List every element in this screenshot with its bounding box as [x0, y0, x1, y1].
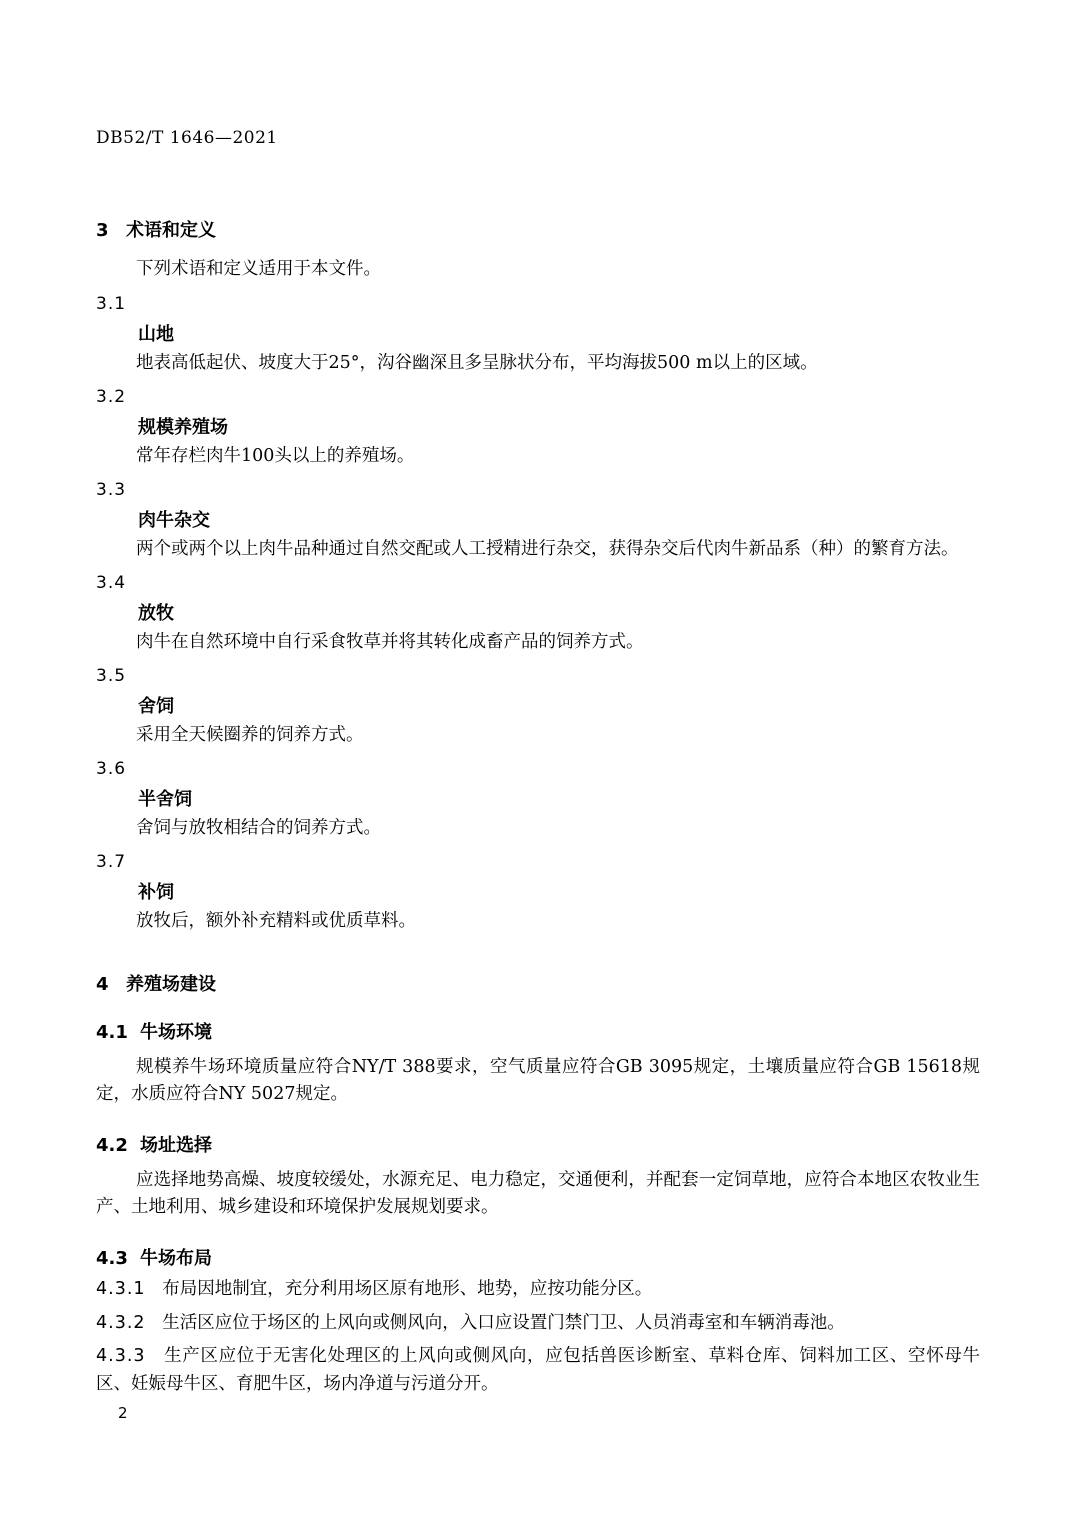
clause-4-3-1-text: 布局因地制宜，充分利用场区原有地形、地势，应按功能分区。	[162, 1279, 653, 1300]
clause-3-number: 3	[96, 220, 109, 241]
page-content	[96, 0, 980, 1399]
term-name-3-5: 舍饲	[138, 696, 174, 718]
term-name-3-2: 规模养殖场	[138, 416, 228, 438]
clause-4-3-2-number: 4.3.2	[96, 1312, 146, 1333]
page-header-standard-number: DB52/T 1646—2021	[96, 128, 278, 148]
clause-4-1-paragraph: 规模养牛场环境质量应符合NY/T 388要求，空气质量应符合GB 3095规定，土壤质量应符合GB 15618规定，水质应符合NY 5027规定。	[96, 1056, 980, 1105]
clause-4-1-title: 牛场环境	[140, 1021, 212, 1043]
clause-4-3-2-text: 生活区应位于场区的上风向或侧风向，入口应设置门禁门卫、人员消毒室和车辆消毒池。	[162, 1312, 845, 1333]
clause-4-title: 养殖场建设	[126, 973, 216, 995]
clause-3-intro: 下列术语和定义适用于本文件。	[136, 259, 381, 279]
term-name-3-3: 肉牛杂交	[138, 509, 210, 531]
clause-4-2-title: 场址选择	[140, 1134, 212, 1156]
term-number-3-7: 3.7	[96, 852, 127, 873]
term-definition-3-6: 舍饲与放牧相结合的饲养方式。	[136, 818, 381, 839]
term-name-3-6: 半舍饲	[138, 789, 192, 811]
term-number-3-4: 3.4	[96, 573, 127, 594]
clause-4-3-3-item	[96, 1343, 980, 1398]
term-name-3-1: 山地	[138, 323, 174, 345]
term-definition-3-3: 两个或两个以上肉牛品种通过自然交配或人工授精进行杂交，获得杂交后代肉牛新品系（种）的繁育方法。	[136, 538, 959, 559]
clause-4-3-3-number: 4.3.3	[96, 1346, 146, 1367]
term-definition-3-7: 放牧后，额外补充精料或优质草料。	[136, 911, 416, 932]
clause-4-1-heading	[96, 1018, 980, 1044]
clause-4-1-number: 4.1	[96, 1021, 128, 1043]
clause-4-heading	[96, 970, 980, 996]
term-number-3-5: 3.5	[96, 666, 127, 687]
clause-4-3-1-number: 4.3.1	[96, 1279, 146, 1300]
term-number-3-1: 3.1	[96, 293, 127, 314]
clause-4-2-number: 4.2	[96, 1134, 128, 1156]
term-number-3-3: 3.3	[96, 479, 127, 500]
clause-4-2-heading	[96, 1131, 980, 1157]
clause-3-title: 术语和定义	[126, 220, 216, 241]
clause-4-3-1-item	[96, 1276, 980, 1304]
term-number-3-2: 3.2	[96, 386, 127, 407]
term-definition-3-4: 肉牛在自然环境中自行采食牧草并将其转化成畜产品的饲养方式。	[136, 632, 644, 653]
clause-4-3-title: 牛场布局	[140, 1248, 212, 1270]
clause-4-number: 4	[96, 973, 109, 995]
page-number: 2	[118, 1404, 128, 1422]
clause-4-3-heading	[96, 1244, 980, 1270]
term-name-3-7: 补饲	[138, 882, 174, 904]
term-name-3-4: 放牧	[138, 603, 174, 625]
clause-4-3-3-text: 生产区应位于无害化处理区的上风向或侧风向，应包括兽医诊断室、草料仓库、饲料加工区、空怀母牛区、妊娠母牛区、育肥牛区，场内净道与污道分开。	[96, 1346, 980, 1394]
term-number-3-6: 3.6	[96, 759, 127, 780]
term-definition-3-2: 常年存栏肉牛100头以上的养殖场。	[136, 445, 415, 466]
clause-4-2-paragraph: 应选择地势高燥、坡度较缓处，水源充足、电力稳定，交通便利，并配套一定饲草地，应符合本地区农牧业生产、土地利用、城乡建设和环境保护发展规划要求。	[96, 1169, 980, 1218]
term-definition-3-1: 地表高低起伏、坡度大于25°，沟谷幽深且多呈脉状分布，平均海拔500 m以上的区域。	[136, 352, 818, 373]
term-definition-3-5: 采用全天候圈养的饲养方式。	[136, 725, 364, 746]
clause-4-3-number: 4.3	[96, 1248, 128, 1270]
clause-4-3-2-item	[96, 1310, 980, 1338]
clause-3-heading	[96, 216, 980, 242]
